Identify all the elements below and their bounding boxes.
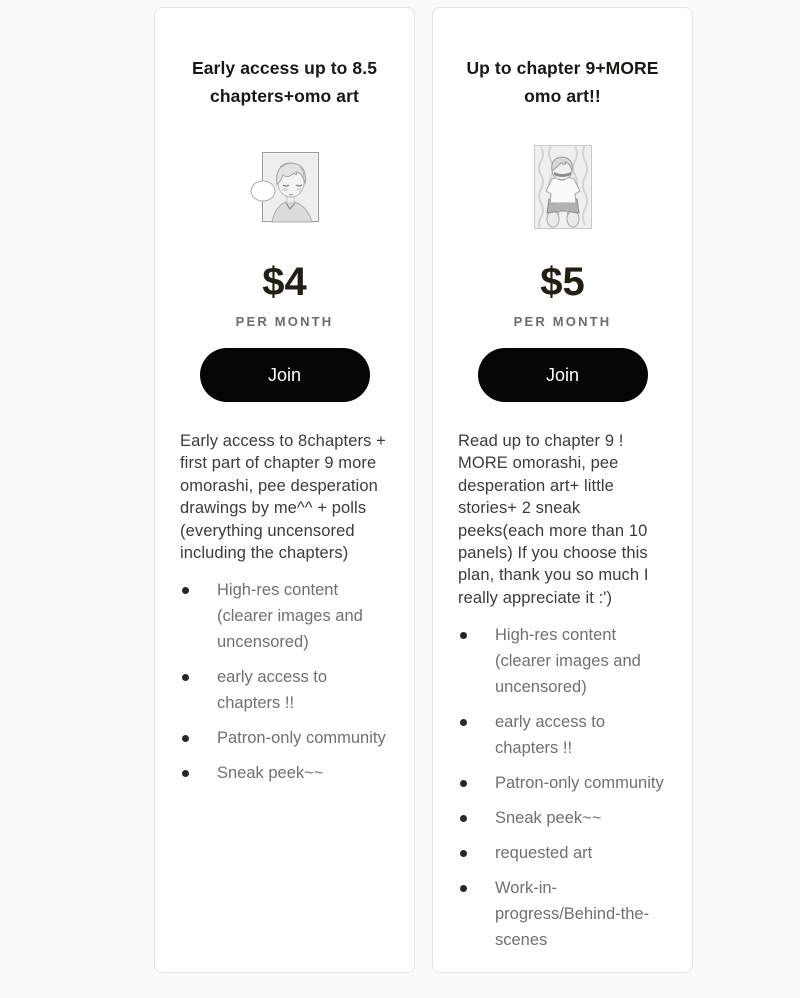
benefit-text: Sneak peek~~ <box>495 809 602 828</box>
benefit-text: Sneak peek~~ <box>217 764 324 783</box>
benefit-item <box>458 805 667 831</box>
benefit-item <box>458 840 667 866</box>
bullet-icon <box>460 632 467 639</box>
benefit-text: requested art <box>495 844 593 863</box>
benefit-item <box>458 875 667 953</box>
tier-card-4-dollar <box>154 7 415 973</box>
manga-kneeling-boy-thumbnail-icon <box>534 145 592 229</box>
bullet-icon <box>460 719 467 726</box>
tier-image <box>180 112 389 262</box>
benefit-text: High-res content (clearer images and uncensored) <box>217 581 363 652</box>
bullet-icon <box>182 735 189 742</box>
tier-description: Early access to 8chapters + first part of chapter 9 more omorashi, pee desperation drawings by me^^ + polls (everything uncensored including the chapters) <box>180 432 386 563</box>
bullet-icon <box>182 674 189 681</box>
bullet-icon <box>460 885 467 892</box>
benefit-item <box>458 709 667 761</box>
manga-boy-thumbnail-icon <box>250 151 320 223</box>
tier-cadence: PER MONTH <box>513 314 612 329</box>
tier-image <box>458 112 667 262</box>
tier-title: Up to chapter 9+MORE omo art!! <box>466 58 659 107</box>
benefits-list <box>458 622 667 953</box>
benefit-item <box>180 577 389 655</box>
benefit-text: Work-in-progress/Behind-the-scenes <box>495 879 650 950</box>
benefit-text: Patron-only community <box>217 729 386 748</box>
bullet-icon <box>460 815 467 822</box>
bullet-icon <box>460 780 467 787</box>
benefit-text: early access to chapters !! <box>495 713 606 758</box>
tier-description: Read up to chapter 9 ! MORE omorashi, pee desperation art+ little stories+ 2 sneak peeks(each more than 10 panels) If you choose this plan, thank you so much I really appreciate it :') <box>458 432 649 607</box>
join-button[interactable]: Join <box>478 348 648 402</box>
benefit-item <box>458 622 667 700</box>
benefit-item <box>458 770 667 796</box>
benefit-text: Patron-only community <box>495 774 664 793</box>
bullet-icon <box>182 770 189 777</box>
benefits-list <box>180 577 389 786</box>
bullet-icon <box>460 850 467 857</box>
tier-price: $4 <box>262 260 307 304</box>
bullet-icon <box>182 587 189 594</box>
tier-card-5-dollar <box>432 7 693 973</box>
benefit-item <box>180 760 389 786</box>
tier-title: Early access up to 8.5 chapters+omo art <box>191 58 378 107</box>
benefit-text: early access to chapters !! <box>217 668 328 713</box>
tier-cadence: PER MONTH <box>235 314 334 329</box>
tier-price: $5 <box>540 260 585 304</box>
join-button[interactable]: Join <box>200 348 370 402</box>
benefit-item <box>180 725 389 751</box>
benefit-item <box>180 664 389 716</box>
benefit-text: High-res content (clearer images and uncensored) <box>495 626 641 697</box>
